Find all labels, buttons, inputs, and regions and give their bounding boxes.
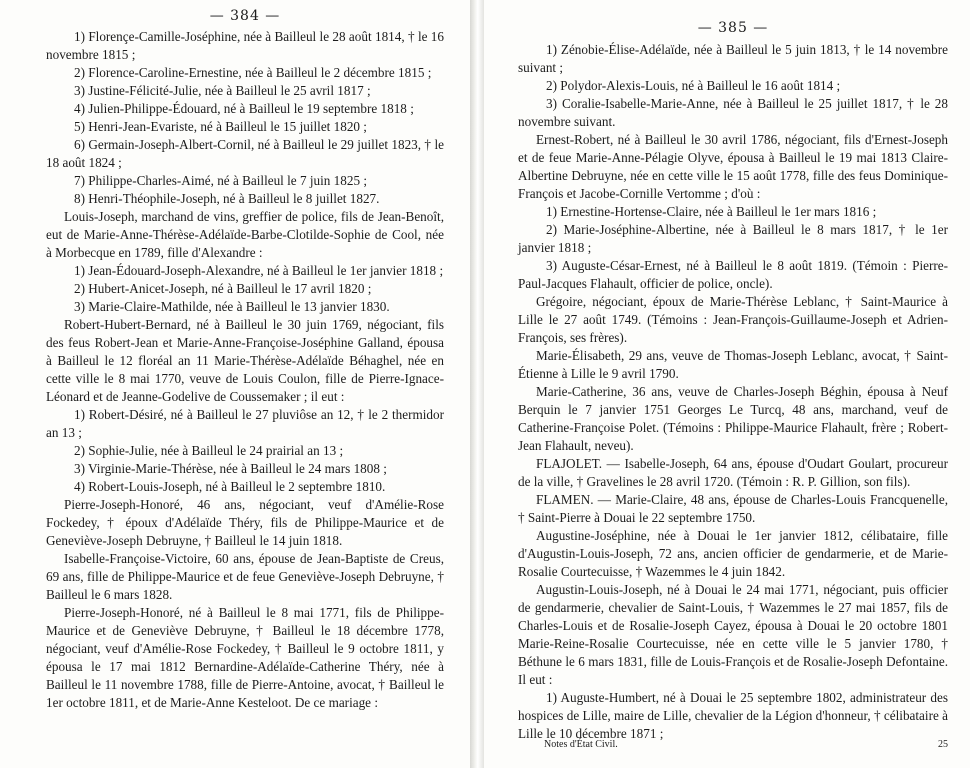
left-para-18: Pierre-Joseph-Honoré, 46 ans, négociant, veuf d'Amélie-Rose Fockedey, † époux d'Adélaïde Théry, fils de Philippe-Maurice et de Geneviève-Joseph Debruyne, † Bailleul le 14 juin 1818. [46,497,444,548]
footer-title: Notes d'État Civil. [544,739,618,750]
left-para-15: 2) Sophie-Julie, née à Bailleul le 24 prairial an 13 ; [74,443,344,458]
page-number-right: — 385 — [697,20,769,36]
left-para-8: 8) Henri-Théophile-Joseph, né à Bailleul le 8 juillet 1827. [74,191,380,206]
left-para-4: 4) Julien-Philippe-Édouard, né à Bailleul le 19 septembre 1818 ; [74,101,414,116]
right-para-3: 3) Coralie-Isabelle-Marie-Anne, née à Bailleul le 25 juillet 1817, † le 28 novembre suivant. [518,96,948,129]
page-number-left: — 384 — [209,8,281,24]
footer-signature-mark: 25 [938,739,948,750]
left-para-10: 1) Jean-Édouard-Joseph-Alexandre, né à Bailleul le 1er janvier 1818 ; [74,263,444,278]
left-para-6: 6) Germain-Joseph-Albert-Cornil, né à Bailleul le 29 juillet 1823, † le 18 août 1824 ; [46,137,444,170]
left-para-20: Pierre-Joseph-Honoré, né à Bailleul le 8 mai 1771, fils de Philippe-Maurice et de Geneviève Debruyne, † Bailleul le 18 décembre 1778, négociant, veuf d'Amélie-Rose Fockedey, † Bailleul le 9 octobre 1811, y épousa le 17 mai 1812 Bernardine-Adélaïde-Catherine Théry, née à Bailleul le 11 novembre 1788, fille de Pierre-Antoine, avocat, † Bailleul le 1er octobre 1811, et de Marie-Anne Kesteloot. De ce mariage : [46,605,444,710]
right-page-text [518,41,948,743]
right-para-8: Grégoire, négociant, époux de Marie-Thérèse Leblanc, † Saint-Maurice à Lille le 27 août 1749. (Témoins : Jean-François-Guillaume-Joseph et Adrien-François, ses frères). [518,294,948,345]
left-para-12: 3) Marie-Claire-Mathilde, née à Bailleul le 13 janvier 1830. [74,299,390,314]
left-para-16: 3) Virginie-Marie-Thérèse, née à Bailleul le 24 mars 1808 ; [74,461,387,476]
right-para-15: 1) Auguste-Humbert, né à Douai le 25 septembre 1802, administrateur des hospices de Lille, maire de Lille, chevalier de la Légion d'honneur, † célibataire à Lille le 10 décembre 1871 ; [518,690,948,741]
left-para-13: Robert-Hubert-Bernard, né à Bailleul le 30 juin 1769, négociant, fils des feus Robert-Jean et Marie-Anne-Françoise-Joséphine Galland, épousa à Bailleul le 12 floréal an 11 Marie-Thérèse-Adélaïde Béhaghel, née en cette ville le 8 mai 1770, veuve de Louis Coulon, fille de Pierre-Ignace-Léonard et de Jeanne-Godelive de Coussemaker ; il eut : [46,317,444,404]
left-para-7: 7) Philippe-Charles-Aimé, né à Bailleul le 7 juin 1825 ; [74,173,367,188]
book-gutter [470,0,484,768]
right-para-5: 1) Ernestine-Hortense-Claire, née à Bailleul le 1er mars 1816 ; [546,204,877,219]
right-para-12: FLAMEN. — Marie-Claire, 48 ans, épouse de Charles-Louis Francquenelle, † Saint-Pierre à Douai le 22 septembre 1750. [518,492,948,525]
left-para-19: Isabelle-Françoise-Victoire, 60 ans, épouse de Jean-Baptiste de Creus, 69 ans, fille de Philippe-Maurice et de feue Geneviève-Joseph Debruyne, † Bailleul le 6 mars 1828. [46,551,444,602]
right-page [484,0,970,768]
left-page [0,0,470,768]
right-para-10: Marie-Catherine, 36 ans, veuve de Charles-Joseph Béghin, épousa à Neuf Berquin le 7 janvier 1751 Georges Le Turcq, 48 ans, marchand, veuf de Catherine-Françoise Polet. (Témoins : Philippe-Maurice Flahault, frère ; Robert-Jean Flahault, neveu). [518,384,948,453]
left-page-text [46,28,444,712]
right-para-11: FLAJOLET. — Isabelle-Joseph, 64 ans, épouse d'Oudart Goulart, procureur de la ville, † Gravelines le 28 avril 1720. (Témoin : R. P. Gillion, son fils). [518,456,948,489]
left-para-14: 1) Robert-Désiré, né à Bailleul le 27 pluviôse an 12, † le 2 thermidor an 13 ; [46,407,444,440]
right-para-1: 1) Zénobie-Élise-Adélaïde, née à Bailleul le 5 juin 1813, † le 14 novembre suivant ; [518,42,948,75]
right-para-9: Marie-Élisabeth, 29 ans, veuve de Thomas-Joseph Leblanc, avocat, † Saint-Étienne à Lille le 9 avril 1790. [518,348,948,381]
right-para-13: Augustine-Joséphine, née à Douai le 1er janvier 1812, célibataire, fille d'Augustin-Louis-Joseph, 72 ans, ancien officier de gendarmerie, et de Marie-Rosalie Courtecuisse, † Wazemmes le 4 juin 1842. [518,528,948,579]
right-para-4: Ernest-Robert, né à Bailleul le 30 avril 1786, négociant, fils d'Ernest-Joseph et de feue Marie-Anne-Pélagie Olyve, épousa à Bailleul le 19 mai 1813 Claire-Albertine Debruyne, née en cette ville le 15 août 1778, fille des feus Dominique-François et Jacobe-Cornille Vertomme ; d'où : [518,132,948,201]
right-para-2: 2) Polydor-Alexis-Louis, né à Bailleul le 16 août 1814 ; [546,78,841,93]
left-para-11: 2) Hubert-Anicet-Joseph, né à Bailleul le 17 avril 1820 ; [74,281,372,296]
left-para-17: 4) Robert-Louis-Joseph, né à Bailleul le 2 septembre 1810. [74,479,386,494]
right-para-7: 3) Auguste-César-Ernest, né à Bailleul le 8 août 1819. (Témoin : Pierre-Paul-Jacques Flahault, officier de police, oncle). [518,258,948,291]
left-para-9: Louis-Joseph, marchand de vins, greffier de police, fils de Jean-Benoît, eut de Marie-Anne-Thérèse-Adélaïde-Barbe-Clotilde-Sophie de Cool, née à Morbecque en 1789, fille d'Alexandre : [46,209,444,260]
right-para-6: 2) Marie-Joséphine-Albertine, née à Bailleul le 8 mars 1817, † le 1er janvier 1818 ; [518,222,948,255]
left-para-3: 3) Justine-Félicité-Julie, née à Bailleul le 25 avril 1817 ; [74,83,371,98]
left-para-5: 5) Henri-Jean-Evariste, né à Bailleul le 15 juillet 1820 ; [74,119,367,134]
right-para-14: Augustin-Louis-Joseph, né à Douai le 24 mai 1771, négociant, puis officier de gendarmerie, chevalier de Saint-Louis, † Wazemmes le 27 mai 1857, fils de Charles-Louis et de Rosalie-Joseph Cayez, épousa à Douai le 20 octobre 1801 Marie-Reine-Rosalie Courtecuisse, née en cette ville le 5 janvier 1780, † Béthune le 6 mars 1831, fille de Louis-François et de Rosalie-Joseph Defontaine. Il eut : [518,582,948,687]
page-footer [544,739,948,750]
left-para-1: 1) Florençe-Camille-Joséphine, née à Bailleul le 28 août 1814, † le 16 novembre 1815 ; [46,29,444,62]
left-para-2: 2) Florence-Caroline-Ernestine, née à Bailleul le 2 décembre 1815 ; [74,65,432,80]
